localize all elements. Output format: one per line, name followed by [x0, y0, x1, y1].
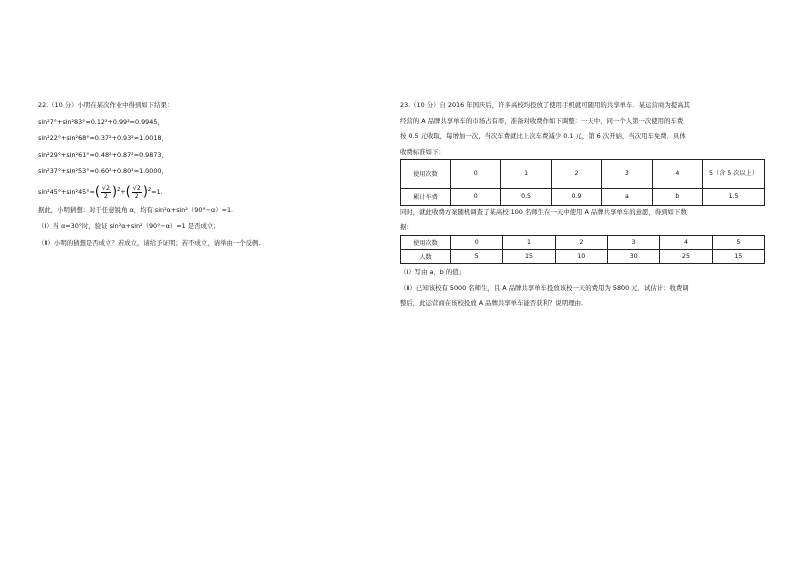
q23-line-1: 23.（10 分）自 2016 年国庆后，许多高校均投放了使用手机就可随用的共享单车．某运营商为提高其 — [400, 101, 690, 109]
fraction-1-denominator: 2 — [103, 191, 108, 200]
table-cell: 使用次数 — [401, 236, 451, 250]
table-cell: 4 — [660, 236, 712, 250]
table-cell: 1.5 — [703, 188, 765, 205]
formula-line-5: sin²45°+sin²45°≈( $\frac{√2}{2}$ )$^2$+( $\frac{√2}{2}$ )$^2$=1. — [38, 183, 163, 200]
table-cell: 1 — [501, 159, 551, 188]
table-row — [401, 159, 765, 188]
table-cell: 5 — [451, 250, 503, 264]
table-cell: 累计车费 — [401, 188, 451, 205]
table-cell: a — [602, 188, 652, 205]
left-paren-2: ( — [125, 184, 131, 199]
question-22 — [38, 101, 358, 255]
table-row — [401, 236, 765, 250]
formula-line-4: sin²37°+sin²53°≈0.60²+0.80²=1.0000， — [38, 167, 168, 175]
q22-part-2: （Ⅱ）小明的猜想是否成立？若成立，请给予证明；若不成立，请举由一个反例. — [38, 238, 261, 247]
table-cell: 3 — [602, 159, 652, 188]
q22-part-1: （Ⅰ）当 α=30°时，验证 sin²α+sin²（90°−α）=1 是否成立； — [38, 222, 220, 230]
formula-5-suffix: =1. — [151, 187, 163, 196]
table-cell: 0.5 — [501, 188, 551, 205]
table-cell: 使用次数 — [401, 159, 451, 188]
formula-line-1: sin²7°+sin²83°≈0.12²+0.99²=0.9945， — [38, 117, 164, 126]
fraction-2-numerator: √2 — [132, 183, 141, 192]
formula-line-3: sin²29°+sin²61°≈0.48²+0.87²=0.9873， — [38, 150, 168, 159]
table-cell: 0 — [451, 159, 501, 188]
table-row — [401, 250, 765, 264]
q23-line-2: 经营的 A 品牌共享单车的市场占有率，准备对收费作如下调整：一天中，同一个人第一次使用的车费 — [400, 116, 684, 125]
q22-intro: 22.（10 分）小明在某次作业中得到如下结果： — [38, 101, 174, 109]
q23-mid-line-2: 据： — [400, 223, 413, 231]
table-cell: 1 — [503, 236, 555, 250]
right-paren-2: ) — [142, 184, 148, 199]
q23-mid-line-1: 同时，就此收费方案随机调查了某高校 100 名师生在一天中使用 A 品牌共享单车的意愿，得到如下数 — [400, 207, 687, 216]
fraction-1 — [101, 184, 111, 200]
formula-5-prefix: sin²45°+sin²45°≈ — [38, 187, 95, 196]
table-row — [401, 188, 765, 205]
table-cell: 5（含 5 次以上） — [703, 159, 765, 188]
formula-line-2: sin²22°+sin²68°≈0.37²+0.93²=1.0018， — [38, 134, 168, 142]
fraction-1-numerator: √2 — [101, 183, 111, 192]
q23-part-2-line-2: 整后，此运营商在该校投放 A 品牌共享单车能否获利？说明理由. — [400, 299, 584, 307]
q23-line-3: 按 0.5 元收取，每增加一次，当次车费就比上次车费减少 0.1 元，第 6 次开始，当次用车免费．具体 — [400, 132, 686, 140]
table-cell: 15 — [712, 250, 764, 264]
question-23 — [400, 101, 766, 315]
fraction-2 — [132, 184, 142, 200]
q23-part-1: （Ⅰ）写由 a，b 的值； — [400, 268, 466, 276]
table-cell: 3 — [607, 236, 659, 250]
table-cell: 30 — [607, 250, 659, 264]
q23-line-4: 收费标准如下： — [400, 147, 445, 156]
table-cell: 0 — [451, 236, 503, 250]
plus-sign: + — [120, 187, 126, 196]
table-cell: 2 — [551, 159, 601, 188]
table-cell: 25 — [660, 250, 712, 264]
left-paren: ( — [94, 184, 100, 199]
usage-table — [400, 235, 765, 264]
table-cell: 0 — [451, 188, 501, 205]
table-cell: 0.9 — [551, 188, 601, 205]
fraction-2-denominator: 2 — [134, 191, 139, 200]
table-cell: b — [652, 188, 702, 205]
table-cell: 人数 — [401, 250, 451, 264]
guess-text: 据此，小明猜想：对于任意锐角 α，均有 sin²α+sin²（90°−α）=1. — [38, 205, 234, 214]
table-cell: 10 — [555, 250, 607, 264]
fee-table — [400, 159, 765, 206]
table-cell: 2 — [555, 236, 607, 250]
table-cell: 15 — [503, 250, 555, 264]
table-cell: 5 — [712, 236, 764, 250]
right-paren: ) — [112, 184, 118, 199]
table-cell: 4 — [652, 159, 702, 188]
q23-part-2-line-1: （Ⅱ）已知该校有 5000 名师生，且 A 品牌共享单车投放该校一天的费用为 5800 元．试估计：收费调 — [400, 283, 689, 292]
